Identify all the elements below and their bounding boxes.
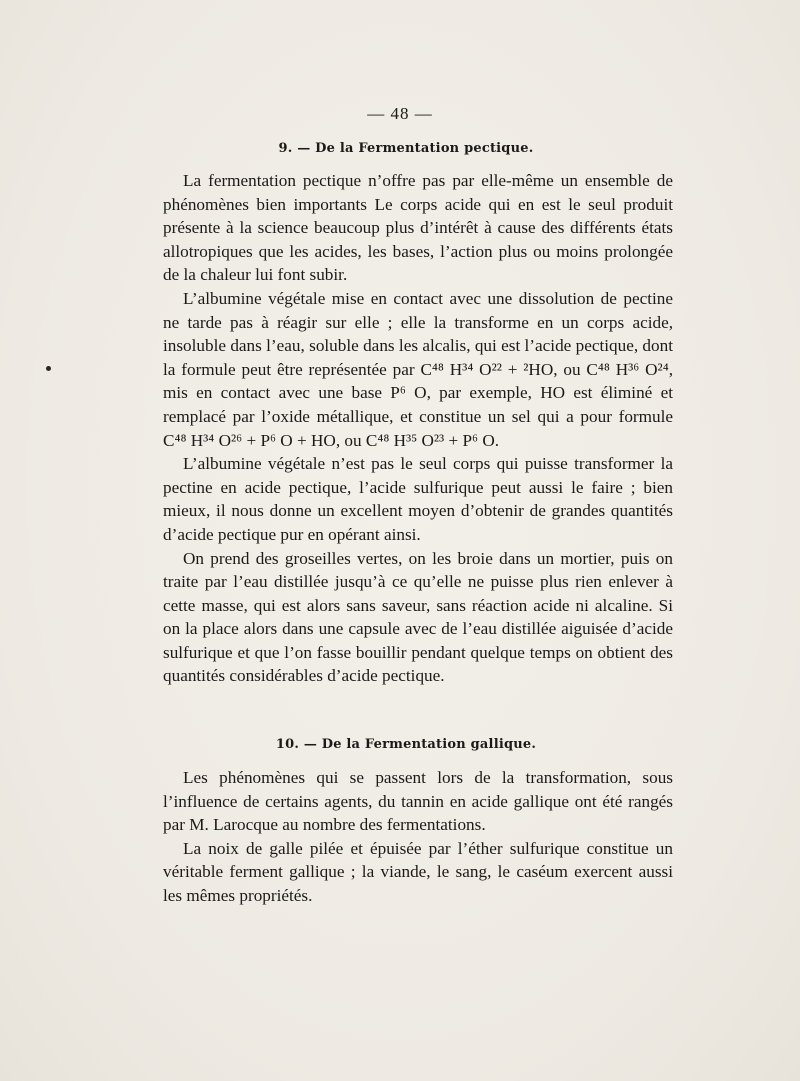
- page-number: — 48 —: [367, 104, 433, 123]
- paragraph: L’albumine végétale n’est pas le seul corps qui puisse transformer la pectine en acide pectique, l’acide sulfurique peut aussi le faire ; bien mieux, il nous donne un excellent moyen d’obtenir de grandes quantités d’acide pectique pur en opérant ainsi.: [163, 454, 673, 544]
- ink-speck: [46, 366, 51, 371]
- section-heading-pectique: 9. — De la Fermentation pectique.: [278, 141, 534, 156]
- paragraph: Les phénomènes qui se passent lors de la transformation, sous l’influence de certains agents, du tannin en acide gallique ont été rangés par M. Larocque au nombre des fermentations.: [163, 768, 673, 835]
- paragraph: La fermentation pectique n’offre pas par elle-même un ensemble de phénomènes bien importants Le corps acide qui en est le seul produit présente à la science beaucoup plus d’intérêt à cause des différents états allotropiques que les acides, les bases, l’action plus ou moins prolongée de la chaleur lui font subir.: [163, 171, 673, 285]
- section-heading-gallique: 10. — De la Fermentation gallique.: [275, 737, 537, 752]
- paragraph: L’albumine végétale mise en contact avec une dissolution de pectine ne tarde pas à réagir sur elle ; elle la transforme en un corps acide, insoluble dans l’eau, soluble dans les alcalis, qui est l’acide pectique, dont la formule peut être représentée par C⁴⁸ H³⁴ O²² + ²HO, ou C⁴⁸ H³⁶ O²⁴, mis en contact avec une base P⁶ O, par exemple, HO est éliminé et remplacé par l’oxide métallique, et constitue un sel qui a pour formule C⁴⁸ H³⁴ O²⁶ + P⁶ O + HO, ou C⁴⁸ H³⁵ O²³ + P⁶ O.: [163, 288, 673, 450]
- paragraph: La noix de galle pilée et épuisée par l’éther sulfurique constitue un véritable ferment gallique ; la viande, le sang, le caséum exercent aussi les mêmes propriétés.: [163, 838, 673, 905]
- section-body-gallique: [163, 766, 673, 908]
- paragraph: On prend des groseilles vertes, on les broie dans un mortier, puis on traite par l’eau distillée jusqu’à ce qu’elle ne puisse plus rien enlever à cette masse, qui est alors sans saveur, sans réaction acide ni alcaline. Si on la place alors dans une capsule avec de l’eau distillée aiguisée d’acide sulfurique et que l’on fasse bouillir pendant quelque temps on obtient des quantités considérables d’acide pectique.: [163, 548, 673, 686]
- section-body-pectique: [163, 169, 673, 688]
